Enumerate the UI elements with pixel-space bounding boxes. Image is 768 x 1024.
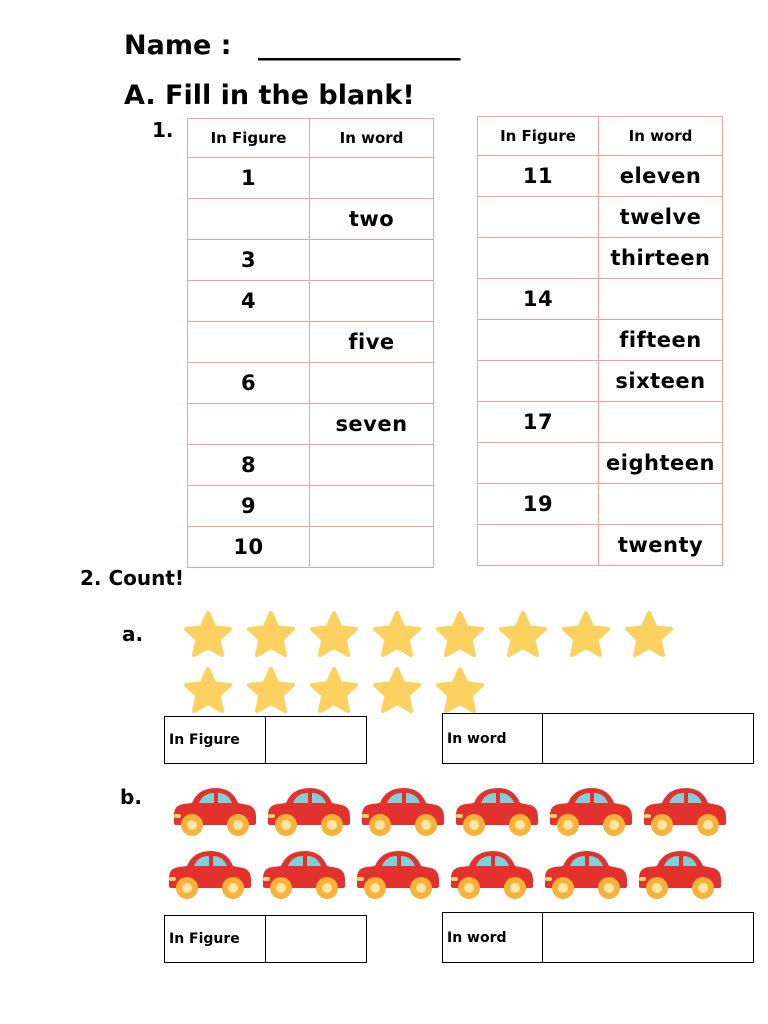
word-cell[interactable]: twenty	[599, 525, 723, 566]
word-cell[interactable]: twelve	[599, 197, 723, 238]
car-icon	[261, 848, 347, 900]
word-cell[interactable]	[310, 527, 434, 568]
table-row	[478, 279, 723, 320]
star-icon	[434, 610, 486, 660]
answer-blank-a-figure[interactable]	[266, 717, 366, 763]
table-row	[478, 238, 723, 279]
section-2-title: 2. Count!	[80, 566, 185, 590]
table-row	[478, 525, 723, 566]
figure-cell[interactable]: 4	[188, 281, 310, 322]
part-a-label: a.	[122, 622, 144, 646]
section-a-title: A. Fill in the blank!	[124, 80, 415, 111]
word-cell[interactable]	[310, 486, 434, 527]
word-cell[interactable]	[310, 281, 434, 322]
table-row	[478, 361, 723, 402]
name-label: Name :	[124, 30, 232, 61]
word-cell[interactable]: fifteen	[599, 320, 723, 361]
word-cell[interactable]	[310, 240, 434, 281]
figure-cell[interactable]: 1	[188, 158, 310, 199]
figure-cell[interactable]: 19	[478, 484, 599, 525]
word-cell[interactable]	[310, 445, 434, 486]
car-icon	[360, 785, 446, 837]
car-icon	[449, 848, 535, 900]
star-icon	[371, 610, 423, 660]
answer-label-in-word: In word	[443, 913, 543, 962]
star-icon	[497, 610, 549, 660]
figure-cell[interactable]: 17	[478, 402, 599, 443]
table-row	[188, 199, 434, 240]
column-header-in-word: In word	[310, 119, 434, 158]
car-icon	[167, 848, 253, 900]
star-icon	[434, 666, 486, 716]
word-cell[interactable]	[310, 363, 434, 404]
word-cell[interactable]	[599, 402, 723, 443]
table-row	[188, 322, 434, 363]
car-icon	[355, 848, 441, 900]
figure-cell[interactable]	[188, 199, 310, 240]
star-icon	[308, 610, 360, 660]
column-header-in-figure: In Figure	[478, 117, 599, 156]
answer-label-in-figure: In Figure	[165, 916, 266, 962]
word-cell[interactable]: two	[310, 199, 434, 240]
star-icon	[623, 610, 675, 660]
word-cell[interactable]	[310, 158, 434, 199]
figure-cell[interactable]	[478, 320, 599, 361]
part-b-label: b.	[120, 785, 142, 809]
figure-cell[interactable]	[478, 361, 599, 402]
answer-label-in-word: In word	[443, 714, 543, 763]
table-row	[478, 402, 723, 443]
answer-box-b-word	[442, 912, 754, 963]
figure-cell[interactable]: 9	[188, 486, 310, 527]
car-icon	[454, 785, 540, 837]
column-header-in-word: In word	[599, 117, 723, 156]
table-row	[188, 445, 434, 486]
car-icon	[642, 785, 728, 837]
table-row	[188, 486, 434, 527]
word-cell[interactable]: seven	[310, 404, 434, 445]
answer-box-a-figure	[164, 716, 367, 764]
table-row	[188, 363, 434, 404]
figure-cell[interactable]	[188, 404, 310, 445]
table-row	[478, 443, 723, 484]
numbers-table-1-to-10	[187, 118, 434, 568]
star-icon	[308, 666, 360, 716]
star-icon	[371, 666, 423, 716]
star-icon	[560, 610, 612, 660]
car-icon	[637, 848, 723, 900]
figure-cell[interactable]	[478, 443, 599, 484]
table-row	[478, 484, 723, 525]
word-cell[interactable]: thirteen	[599, 238, 723, 279]
question-1-number: 1.	[152, 118, 174, 142]
answer-blank-b-figure[interactable]	[266, 916, 366, 962]
star-icon	[182, 666, 234, 716]
numbers-table-11-to-20	[477, 116, 723, 566]
figure-cell[interactable]: 14	[478, 279, 599, 320]
table-row	[478, 197, 723, 238]
car-icon	[172, 785, 258, 837]
word-cell[interactable]	[599, 279, 723, 320]
word-cell[interactable]: eleven	[599, 156, 723, 197]
answer-blank-b-word[interactable]	[543, 913, 753, 962]
figure-cell[interactable]	[478, 525, 599, 566]
figure-cell[interactable]: 8	[188, 445, 310, 486]
figure-cell[interactable]	[478, 238, 599, 279]
table-row	[478, 156, 723, 197]
figure-cell[interactable]: 10	[188, 527, 310, 568]
star-icon	[182, 610, 234, 660]
answer-box-b-figure	[164, 915, 367, 963]
figure-cell[interactable]: 11	[478, 156, 599, 197]
figure-cell[interactable]: 6	[188, 363, 310, 404]
word-cell[interactable]: sixteen	[599, 361, 723, 402]
word-cell[interactable]: eighteen	[599, 443, 723, 484]
answer-box-a-word	[442, 713, 754, 764]
figure-cell[interactable]: 3	[188, 240, 310, 281]
car-icon	[548, 785, 634, 837]
figure-cell[interactable]	[478, 197, 599, 238]
star-icon	[245, 610, 297, 660]
table-row	[478, 320, 723, 361]
star-icon	[245, 666, 297, 716]
car-icon	[266, 785, 352, 837]
car-icon	[543, 848, 629, 900]
name-blank-line[interactable]: _______________	[258, 30, 461, 61]
word-cell[interactable]: five	[310, 322, 434, 363]
word-cell[interactable]	[599, 484, 723, 525]
answer-label-in-figure: In Figure	[165, 717, 266, 763]
table-row	[188, 158, 434, 199]
column-header-in-figure: In Figure	[188, 119, 310, 158]
answer-blank-a-word[interactable]	[543, 714, 753, 763]
table-row	[188, 527, 434, 568]
table-row	[188, 240, 434, 281]
table-row	[188, 404, 434, 445]
table-row	[188, 281, 434, 322]
figure-cell[interactable]	[188, 322, 310, 363]
